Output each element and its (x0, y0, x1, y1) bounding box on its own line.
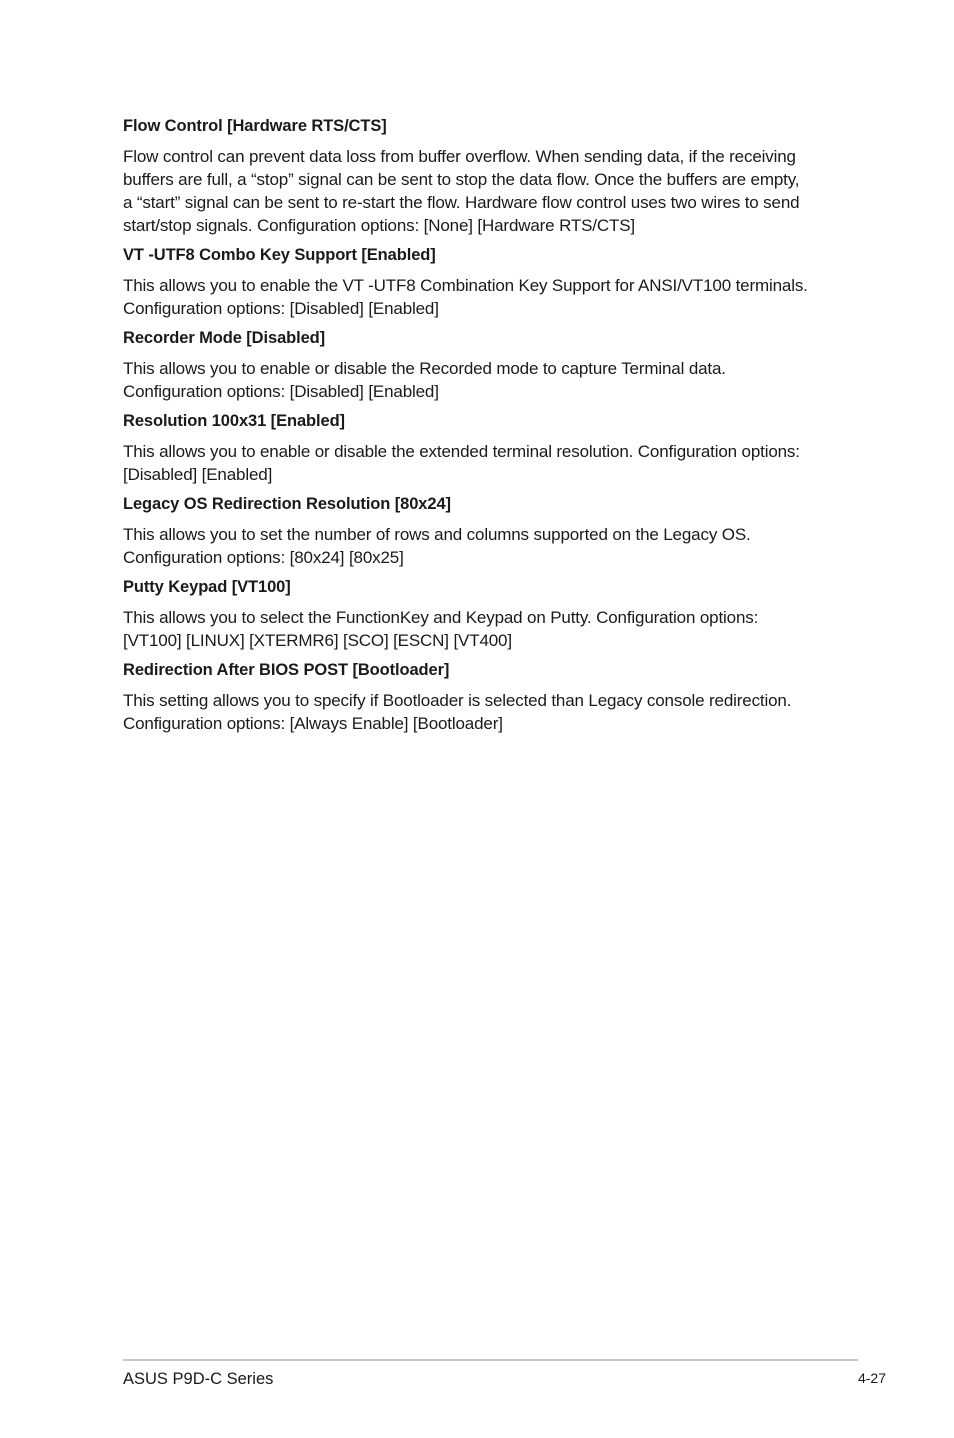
description-line: This allows you to enable the VT -UTF8 Combination Key Support for ANSI/VT100 terminals. (123, 276, 808, 295)
description-line: This allows you to set the number of rows and columns supported on the Legacy OS. (123, 525, 751, 544)
description-line: This allows you to select the FunctionKey and Keypad on Putty. Configuration options: (123, 608, 759, 627)
description-line: start/stop signals. Configuration options: [None] [Hardware RTS/CTS] (123, 216, 636, 235)
footer-divider (123, 1359, 858, 1361)
description-line: This allows you to enable or disable the Recorded mode to capture Terminal data. (123, 359, 726, 378)
description-line: [VT100] [LINUX] [XTERMR6] [SCO] [ESCN] [VT400] (123, 631, 512, 650)
section-redirection-after-bios-post (123, 659, 843, 735)
description-line: Configuration options: [Always Enable] [Bootloader] (123, 714, 503, 733)
section-description (123, 440, 843, 486)
section-heading: VT -UTF8 Combo Key Support [Enabled] (123, 246, 436, 264)
section-flow-control (123, 115, 843, 237)
description-line: Configuration options: [80x24] [80x25] (123, 548, 404, 567)
section-heading: Resolution 100x31 [Enabled] (123, 412, 345, 430)
description-line: buffers are full, a “stop” signal can be sent to stop the data flow. Once the buffers are empty, (123, 170, 800, 189)
description-line: [Disabled] [Enabled] (123, 465, 273, 484)
section-description (123, 145, 843, 237)
description-line: Flow control can prevent data loss from buffer overflow. When sending data, if the receiving (123, 147, 796, 166)
section-description (123, 274, 843, 320)
description-line: This setting allows you to specify if Bootloader is selected than Legacy console redirection. (123, 691, 792, 710)
document-body (123, 115, 843, 742)
section-resolution-100x31 (123, 410, 843, 486)
section-heading: Redirection After BIOS POST [Bootloader] (123, 661, 450, 679)
section-description (123, 523, 843, 569)
section-recorder-mode (123, 327, 843, 403)
section-description (123, 606, 843, 652)
section-heading: Flow Control [Hardware RTS/CTS] (123, 117, 387, 135)
section-heading: Putty Keypad [VT100] (123, 578, 291, 596)
section-heading: Recorder Mode [Disabled] (123, 329, 326, 347)
description-line: Configuration options: [Disabled] [Enabled] (123, 382, 439, 401)
section-putty-keypad (123, 576, 843, 652)
section-legacy-os-redirection (123, 493, 843, 569)
footer-product-name: ASUS P9D-C Series (123, 1370, 274, 1388)
description-line: This allows you to enable or disable the extended terminal resolution. Configuration options: (123, 442, 800, 461)
section-description (123, 689, 843, 735)
section-description (123, 357, 843, 403)
section-vt-utf8-combo-key (123, 244, 843, 320)
footer-page-number: 4-27 (857, 1370, 886, 1386)
description-line: Configuration options: [Disabled] [Enabled] (123, 299, 439, 318)
description-line: a “start” signal can be sent to re-start the flow. Hardware flow control uses two wires to send (123, 193, 800, 212)
section-heading: Legacy OS Redirection Resolution [80x24] (123, 495, 451, 513)
